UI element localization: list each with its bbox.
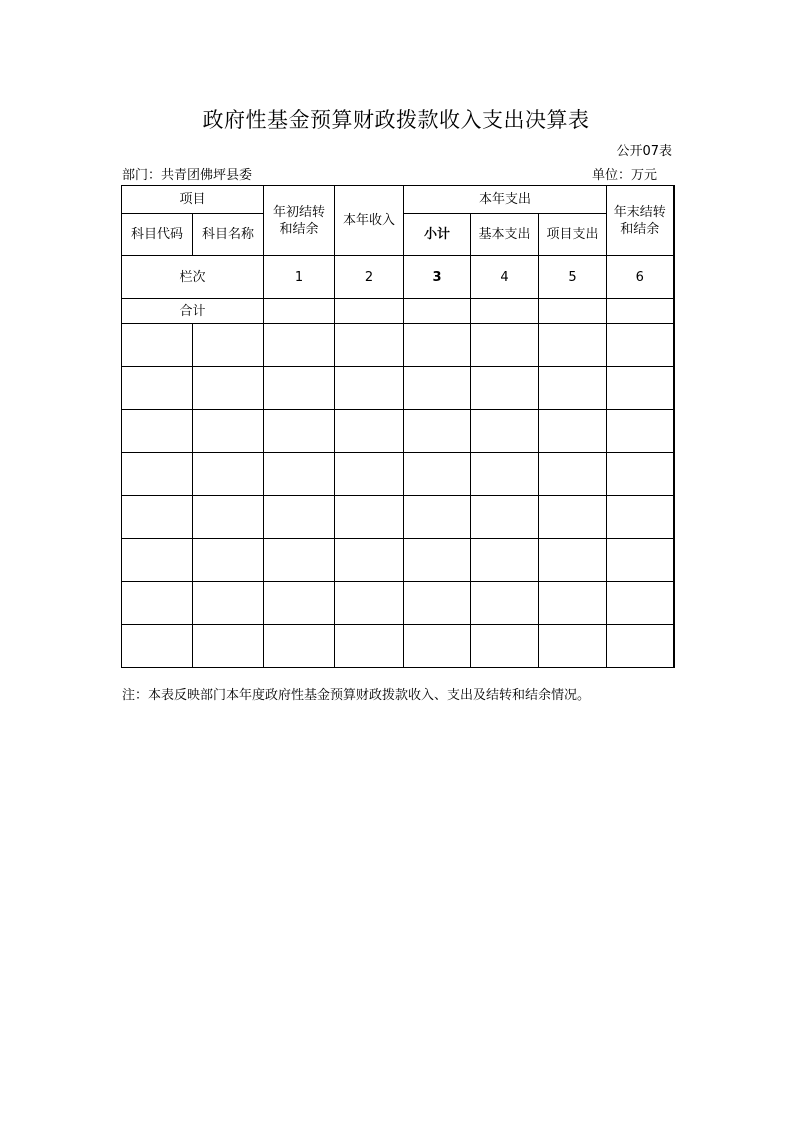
department-label: 部门：共青团佛坪县委	[122, 168, 253, 183]
header-project-expense: 项目支出	[539, 214, 607, 256]
empty-cell	[404, 324, 471, 367]
empty-cell	[539, 453, 607, 496]
header-income: 本年收入	[335, 186, 404, 256]
empty-cell	[122, 582, 193, 625]
empty-cell	[539, 410, 607, 453]
empty-cell	[264, 367, 335, 410]
table-row	[122, 539, 674, 582]
empty-cell	[335, 453, 404, 496]
empty-cell	[404, 496, 471, 539]
empty-cell	[335, 324, 404, 367]
empty-cell	[471, 367, 539, 410]
empty-cell	[404, 367, 471, 410]
header-subject-code: 科目代码	[122, 214, 193, 256]
empty-cell	[335, 539, 404, 582]
table-row	[122, 625, 674, 668]
empty-cell	[607, 582, 674, 625]
empty-cell	[471, 539, 539, 582]
empty-cell	[264, 453, 335, 496]
empty-cell	[539, 496, 607, 539]
empty-cell	[193, 367, 264, 410]
empty-cell	[193, 453, 264, 496]
header-expense: 本年支出	[404, 186, 607, 214]
empty-cell	[335, 625, 404, 668]
total-row	[122, 299, 674, 324]
empty-cell	[471, 625, 539, 668]
empty-cell	[193, 496, 264, 539]
empty-cell	[193, 625, 264, 668]
empty-cell	[404, 625, 471, 668]
empty-cell	[607, 539, 674, 582]
column-number: 1	[264, 256, 335, 299]
empty-cell	[193, 324, 264, 367]
empty-cell	[607, 496, 674, 539]
empty-cell	[607, 625, 674, 668]
row-column-no-label: 栏次	[122, 256, 264, 299]
empty-cell	[471, 496, 539, 539]
column-number: 3	[404, 256, 471, 299]
column-number: 2	[335, 256, 404, 299]
row-total-label: 合计	[122, 299, 264, 324]
column-number: 4	[471, 256, 539, 299]
empty-cell	[404, 582, 471, 625]
empty-cell	[264, 582, 335, 625]
column-number: 5	[539, 256, 607, 299]
empty-cell	[122, 496, 193, 539]
empty-cell	[122, 324, 193, 367]
header-item: 项目	[122, 186, 264, 214]
form-number: 公开07表	[616, 144, 672, 159]
empty-cell	[607, 367, 674, 410]
empty-cell	[193, 582, 264, 625]
empty-cell	[122, 539, 193, 582]
empty-cell	[264, 496, 335, 539]
empty-cell	[539, 582, 607, 625]
empty-cell	[404, 453, 471, 496]
header-opening-balance-text: 年初结转和结余	[273, 204, 326, 237]
table-row	[122, 496, 674, 539]
empty-cell	[335, 410, 404, 453]
empty-cell	[607, 299, 674, 324]
header-subtotal: 小计	[404, 214, 471, 256]
header-basic-expense: 基本支出	[471, 214, 539, 256]
empty-cell	[607, 453, 674, 496]
table-row	[122, 582, 674, 625]
empty-cell	[404, 539, 471, 582]
empty-cell	[122, 410, 193, 453]
header-closing-balance-text: 年末结转和结余	[613, 204, 666, 237]
empty-cell	[471, 453, 539, 496]
empty-cell	[471, 410, 539, 453]
empty-cell	[122, 625, 193, 668]
empty-cell	[404, 299, 471, 324]
empty-cell	[607, 410, 674, 453]
column-number: 6	[607, 256, 674, 299]
empty-cell	[404, 410, 471, 453]
empty-cell	[539, 367, 607, 410]
budget-table	[121, 185, 675, 668]
empty-cell	[539, 324, 607, 367]
header-subject-name: 科目名称	[193, 214, 264, 256]
empty-cell	[264, 625, 335, 668]
column-number-row	[122, 256, 674, 299]
unit-label: 单位：万元	[592, 168, 658, 183]
empty-cell	[264, 410, 335, 453]
header-row-1	[122, 186, 674, 214]
empty-cell	[335, 582, 404, 625]
empty-cell	[335, 496, 404, 539]
empty-cell	[193, 539, 264, 582]
table-row	[122, 324, 674, 367]
table-row	[122, 367, 674, 410]
empty-cell	[264, 324, 335, 367]
table-row	[122, 410, 674, 453]
table-row	[122, 453, 674, 496]
empty-cell	[193, 410, 264, 453]
empty-cell	[264, 539, 335, 582]
empty-cell	[122, 453, 193, 496]
empty-cell	[539, 625, 607, 668]
header-opening-balance	[264, 186, 335, 256]
header-closing-balance	[607, 186, 674, 256]
footnote: 注：本表反映部门本年度政府性基金预算财政拨款收入、支出及结转和结余情况。	[122, 688, 591, 703]
empty-cell	[335, 367, 404, 410]
empty-cell	[335, 299, 404, 324]
page-title: 政府性基金预算财政拨款收入支出决算表	[202, 108, 590, 132]
empty-cell	[471, 299, 539, 324]
empty-cell	[471, 324, 539, 367]
empty-cell	[471, 582, 539, 625]
empty-cell	[539, 299, 607, 324]
empty-cell	[264, 299, 335, 324]
empty-cell	[539, 539, 607, 582]
empty-cell	[607, 324, 674, 367]
empty-cell	[122, 367, 193, 410]
